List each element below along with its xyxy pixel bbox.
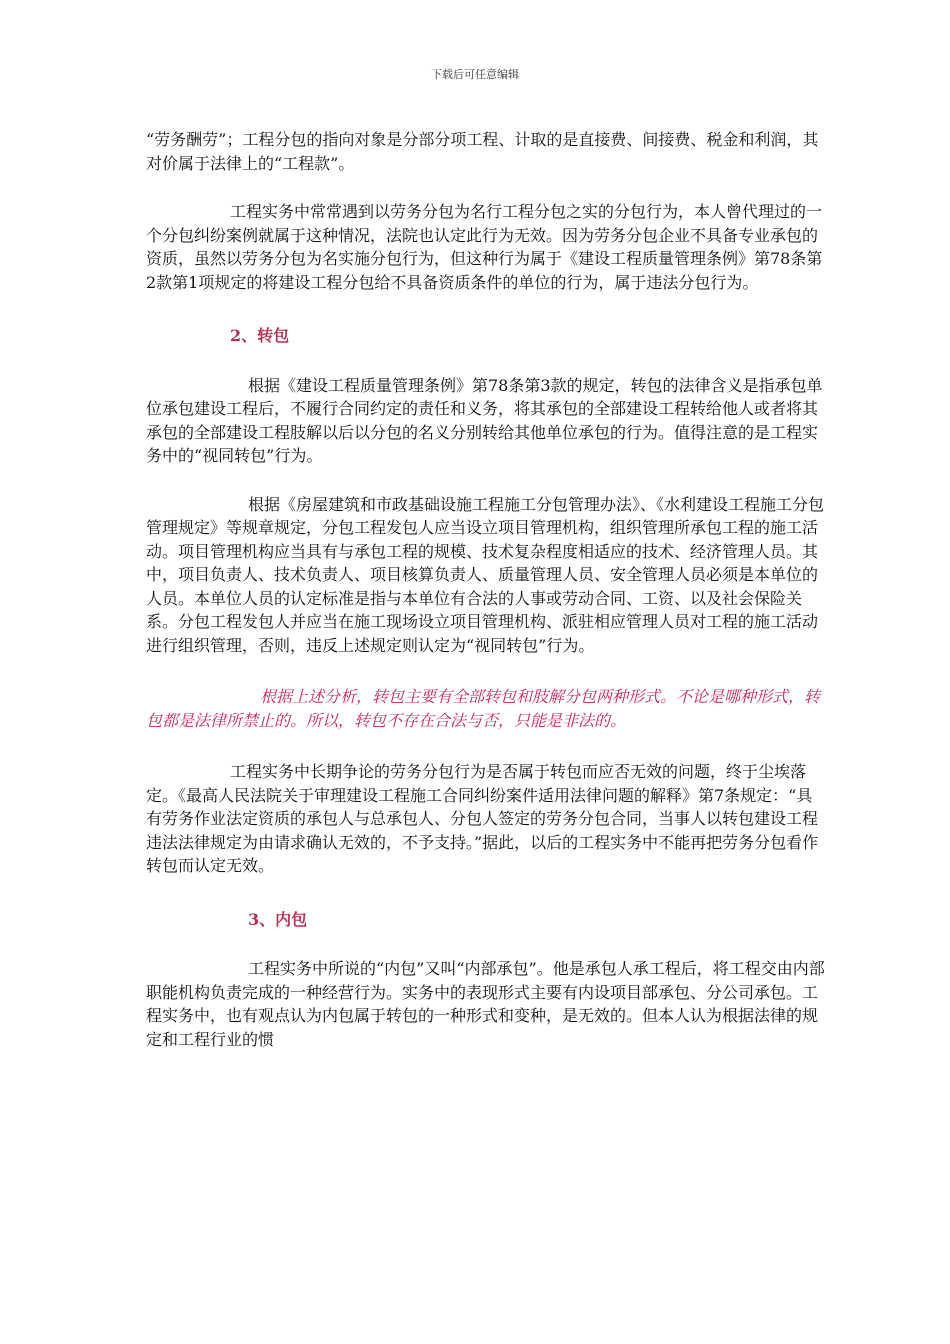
document-body (146, 128, 826, 1051)
emphasis-paragraph: 根据上述分析，转包主要有全部转包和肢解分包两种形式。不论是哪种形式，转包都是法律所禁止的。所以，转包不存在合法与否，只能是非法的。 (146, 687, 821, 730)
paragraph-1: “劳务酬劳”；工程分包的指向对象是分部分项工程、计取的是直接费、间接费、税金和利润，其对价属于法律上的“工程款”。 (146, 130, 819, 173)
section-heading-2: 2、转包 (230, 326, 290, 345)
paragraph-3: 根据《建设工程质量管理条例》第78条第3款的规定，转包的法律含义是指承包单位承包建设工程后，不履行合同约定的责任和义务，将其承包的全部建设工程转给他人或者将其承包的全部建设工程肢解以后以分包的名义分别转给其他单位承包的行为。值得注意的是工程实务中的“视同转包”行为。 (146, 375, 823, 465)
paragraph-7: 工程实务中所说的“内包”又叫“内部承包”。他是承包人承工程后，将工程交由内部职能机构负责完成的一种经营行为。实务中的表现形式主要有内设项目部承包、分公司承包。工程实务中，也有观点认为内包属于转包的一种形式和变种，是无效的。但本人认为根据法律的规定和工程行业的惯 (146, 959, 825, 1049)
paragraph-4: 根据《房屋建筑和市政基础设施工程施工分包管理办法》、《水利建设工程施工分包管理规定》等规章规定，分包工程发包人应当设立项目管理机构，组织管理所承包工程的施工活动。项目管理机构应当具有与承包工程的规模、技术复杂程度相适应的技术、经济管理人员。其中，项目负责人、技术负责人、项目核算负责人、质量管理人员、安全管理人员必须是本单位的人员。本单位人员的认定标准是指与本单位有合法的人事或劳动合同、工资、以及社会保险关系。分包工程发包人并应当在施工现场设立项目管理机构、派驻相应管理人员对工程的施工活动进行组织管理，否则，违反上述规定则认定为“视同转包”行为。 (146, 494, 825, 655)
paragraph-6: 工程实务中长期争论的劳务分包行为是否属于转包而应否无效的问题，终于尘埃落定。《最高人民法院关于审理建设工程施工合同纠纷案件适用法律问题的解释》第7条规定：“具有劳务作业法定资质的承包人与总承包人、分包人签定的劳务分包合同，当事人以转包建设工程违法法律规定为由请求确认无效的，不予支持。”据此，以后的工程实务中不能再把劳务分包看作转包而认定无效。 (146, 762, 819, 875)
section-heading-3: 3、内包 (248, 909, 308, 929)
page-header: 下载后可任意编辑 (431, 68, 519, 81)
paragraph-2: 工程实务中常常遇到以劳务分包为名行工程分包之实的分包行为，本人曾代理过的一个分包纠纷案例就属于这种情况，法院也认定此行为无效。因为劳务分包企业不具备专业承包的资质，虽然以劳务分包为名实施分包行为，但这种行为属于《建设工程质量管理条例》第78条第2款第1项规定的将建设工程分包给不具备资质条件的单位的行为，属于违法分包行为。 (146, 202, 823, 292)
